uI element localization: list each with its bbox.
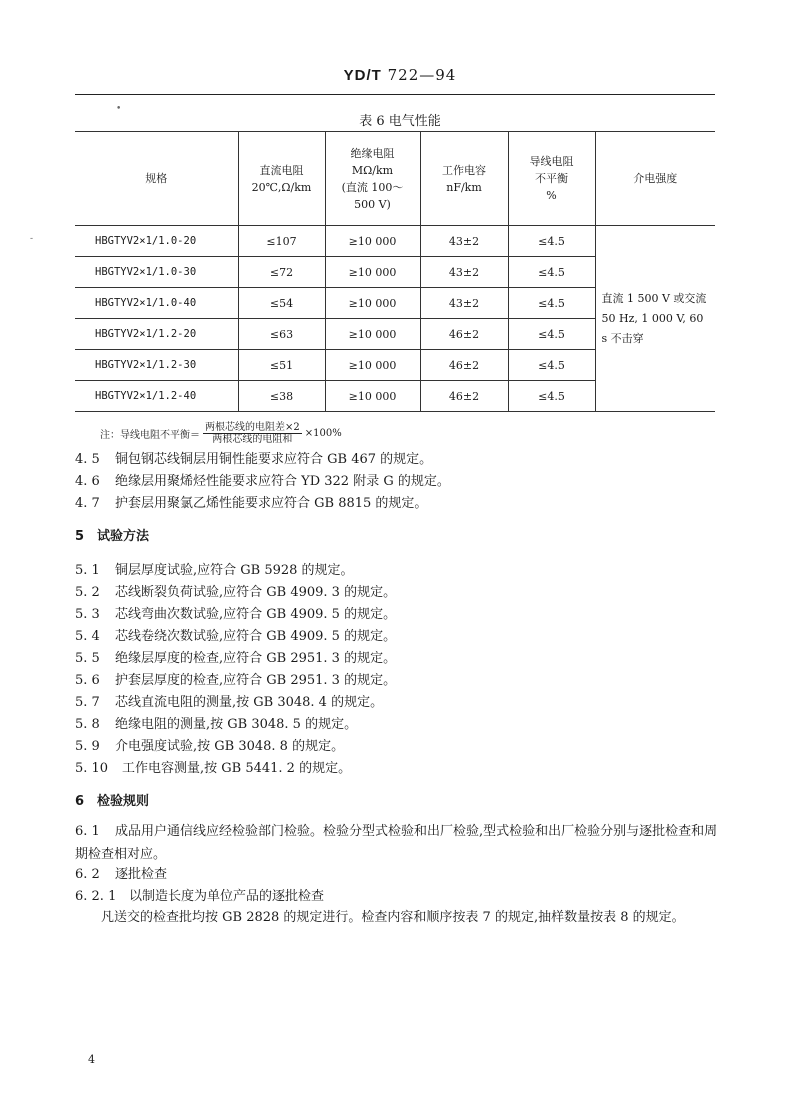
clause-text: 芯线弯曲次数试验,应符合 GB 4909. 5 的规定。 [115,607,397,622]
clause-5-6 [75,669,396,688]
cell-dc-resistance: ≤72 [238,257,325,288]
clause-text: 绝缘层用聚烯烃性能要求应符合 YD 322 附录 G 的规定。 [115,474,450,489]
clause-text: 芯线卷绕次数试验,应符合 GB 4909. 5 的规定。 [115,629,397,644]
col-header: 工作电容 nF/km [420,132,508,226]
clause-text: 工作电容测量,按 GB 5441. 2 的规定。 [122,761,352,776]
cell-insulation-resistance: ≥10 000 [325,350,420,381]
cell-capacitance: 43±2 [420,257,508,288]
cell-insulation-resistance: ≥10 000 [325,226,420,257]
clause-text: 以制造长度为单位产品的逐批检查 [129,889,325,904]
standard-code: YD/T [343,67,382,84]
scan-speck: - [30,234,34,244]
table-caption: 表 6 电气性能 [359,114,441,129]
cell-dc-resistance: ≤107 [238,226,325,257]
cell-unbalance: ≤4.5 [508,288,595,319]
header-rule [75,94,715,95]
cell-unbalance: ≤4.5 [508,319,595,350]
clause-number: 5. 5 [75,651,100,666]
clause-number: 6. 1 [75,824,100,839]
clause-5-2 [75,581,396,600]
cell-spec: HBGTYV2×1/1.0-30 [75,257,238,288]
cell-capacitance: 46±2 [420,350,508,381]
col-header: 介电强度 [595,132,715,226]
clause-text: 逐批检查 [115,867,168,882]
page-header [0,66,800,84]
note-numerator: 两根芯线的电阻差×2 [205,422,300,433]
cell-spec: HBGTYV2×1/1.2-20 [75,319,238,350]
clause-number: 4. 7 [75,496,100,511]
section-title: 检验规则 [97,794,150,809]
cell-dc-resistance: ≤63 [238,319,325,350]
table-note [100,422,342,445]
clause-5-9 [75,735,344,754]
clause-text: 护套层用聚氯乙烯性能要求应符合 GB 8815 的规定。 [115,496,428,511]
note-denominator: 两根芯线的电阻和 [212,434,293,445]
cell-capacitance: 46±2 [420,381,508,412]
cell-dc-resistance: ≤51 [238,350,325,381]
cell-capacitance: 43±2 [420,288,508,319]
section-number: 6 [75,794,85,809]
clause-4-6 [75,470,450,489]
cell-dc-resistance: ≤38 [238,381,325,412]
note-prefix: 注：导线电阻不平衡＝ [100,430,200,441]
col-header: 绝缘电阻 MΩ/km (直流 100～ 500 V) [325,132,420,226]
standard-number: 722—94 [387,66,457,84]
electrical-performance-table [75,131,715,412]
cell-spec: HBGTYV2×1/1.2-40 [75,381,238,412]
clause-number: 5. 7 [75,695,100,710]
clause-5-1 [75,559,354,578]
clause-5-5 [75,647,396,666]
clause-4-5 [75,448,432,467]
clause-text: 铜包钢芯线铜层用铜性能要求应符合 GB 467 的规定。 [115,452,433,467]
clause-number: 4. 6 [75,474,100,489]
cell-insulation-resistance: ≥10 000 [325,257,420,288]
table-row [75,226,715,257]
clause-number: 5. 4 [75,629,100,644]
clause-number: 5. 9 [75,739,100,754]
cell-unbalance: ≤4.5 [508,381,595,412]
clause-6-2-1 [75,885,324,904]
cell-spec: HBGTYV2×1/1.0-40 [75,288,238,319]
col-header: 规格 [75,132,238,226]
clause-5-7 [75,691,383,710]
clause-number: 4. 5 [75,452,100,467]
cell-insulation-resistance: ≥10 000 [325,319,420,350]
clause-number: 5. 10 [75,761,109,776]
clause-number: 5. 8 [75,717,100,732]
clause-4-7 [75,492,427,511]
note-suffix: ×100% [304,428,342,439]
clause-text: 绝缘电阻的测量,按 GB 3048. 5 的规定。 [115,717,358,732]
clause-number: 5. 3 [75,607,100,622]
clause-text: 护套层厚度的检查,应符合 GB 2951. 3 的规定。 [115,673,397,688]
clause-text: 介电强度试验,按 GB 3048. 8 的规定。 [115,739,345,754]
clause-number: 6. 2. 1 [75,889,117,904]
cell-capacitance: 46±2 [420,319,508,350]
clause-number: 5. 1 [75,563,100,578]
clause-5-10 [75,757,351,776]
cell-insulation-resistance: ≥10 000 [325,288,420,319]
scan-speck: • [116,104,122,114]
clause-text: 成品用户通信线应经检验部门检验。检验分型式检验和出厂检验,型式检验和出厂检验分别与逐批检查和周期检查相对应。 [75,824,718,862]
section-title: 试验方法 [97,529,150,544]
clause-number: 6. 2 [75,867,100,882]
section-number: 5 [75,529,85,544]
clause-number: 5. 2 [75,585,100,600]
table-header-row [75,132,715,226]
cell-unbalance: ≤4.5 [508,226,595,257]
clause-text: 绝缘层厚度的检查,应符合 GB 2951. 3 的规定。 [115,651,397,666]
clause-5-3 [75,603,396,622]
clause-number: 5. 6 [75,673,100,688]
clause-5-4 [75,625,396,644]
clause-5-8 [75,713,357,732]
cell-dc-resistance: ≤54 [238,288,325,319]
page-number: 4 [88,1053,95,1066]
col-header: 导线电阻 不平衡 % [508,132,595,226]
clause-text: 铜层厚度试验,应符合 GB 5928 的规定。 [115,563,354,578]
cell-dielectric-strength: 直流 1 500 V 或交流 50 Hz, 1 000 V, 60 s 不击穿 [595,226,715,412]
cell-capacitance: 43±2 [420,226,508,257]
cell-insulation-resistance: ≥10 000 [325,381,420,412]
cell-unbalance: ≤4.5 [508,350,595,381]
cell-unbalance: ≤4.5 [508,257,595,288]
note-fraction [203,422,302,445]
clause-text: 芯线直流电阻的测量,按 GB 3048. 4 的规定。 [115,695,384,710]
clause-text: 芯线断裂负荷试验,应符合 GB 4909. 3 的规定。 [115,585,397,600]
col-header: 直流电阻 20℃,Ω/km [238,132,325,226]
cell-spec: HBGTYV2×1/1.0-20 [75,226,238,257]
cell-spec: HBGTYV2×1/1.2-30 [75,350,238,381]
